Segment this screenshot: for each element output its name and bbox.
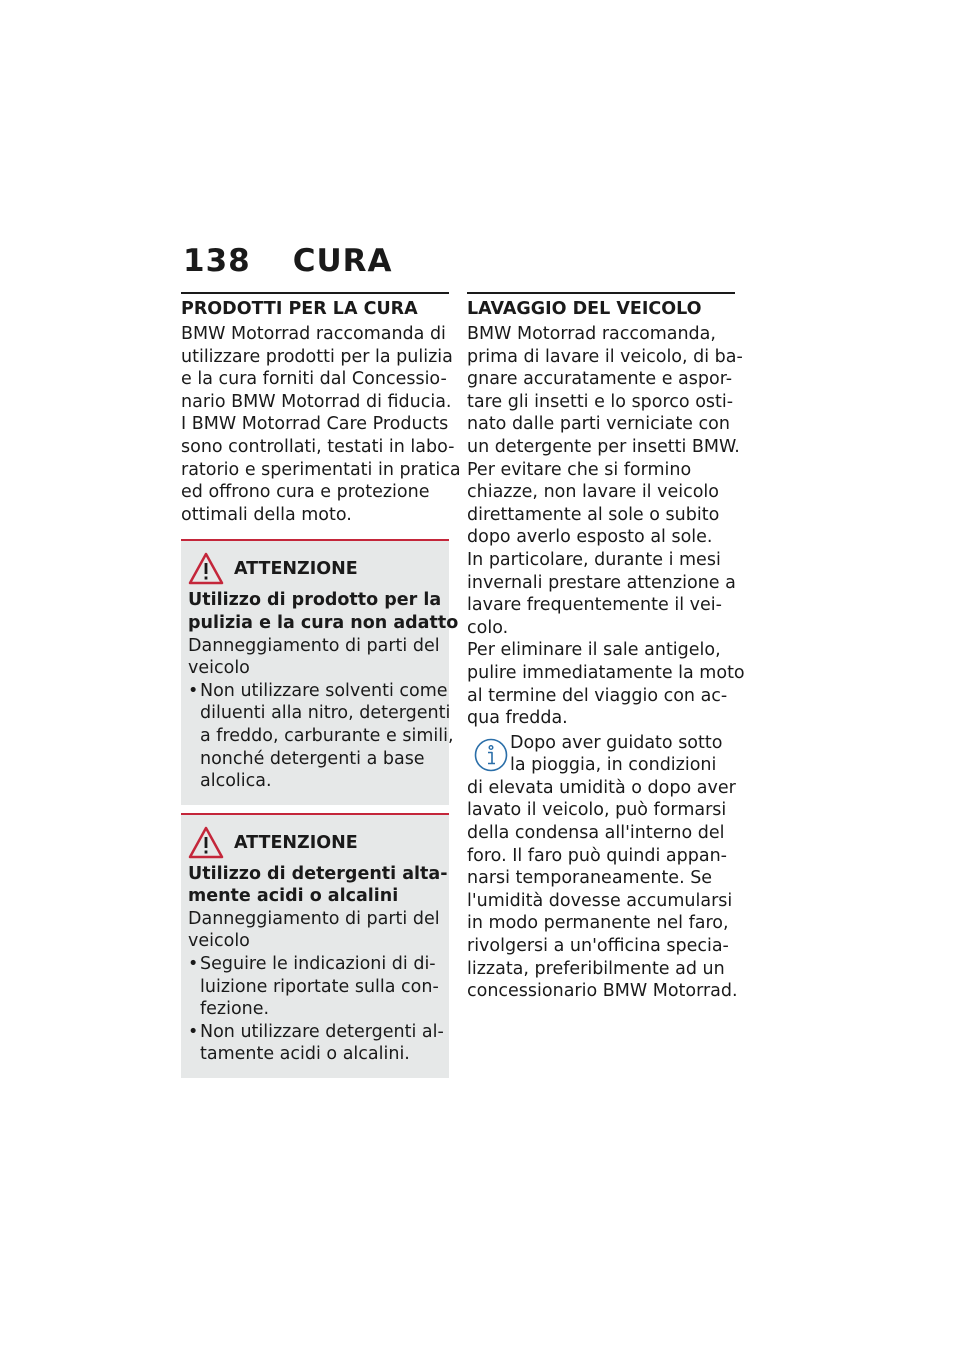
text-line: luizione riportate sulla con- (200, 976, 439, 997)
text-line: invernali prestare attenzione a (467, 572, 736, 593)
text-line: lavato il veicolo, può formarsi (467, 800, 727, 821)
text-line: prima di lavare il veicolo, di ba- (467, 346, 743, 367)
text-line: lizzata, preferibilmente ad un (467, 958, 725, 979)
section-heading-vehicle-washing: LAVAGGIO DEL VEICOLO (467, 292, 735, 319)
page-number: 138 (183, 243, 251, 279)
warning-subtitle (188, 589, 459, 634)
list-item (188, 680, 454, 793)
text-line: ed offrono cura e protezione (181, 482, 430, 503)
list-item (188, 953, 441, 1021)
text-line: veicolo (188, 658, 250, 679)
text-line: lavare frequentemente il vei- (467, 595, 722, 616)
warning-triangle-icon (188, 552, 224, 586)
vehicle-washing-text (467, 323, 745, 730)
text-line: dopo averlo esposto al sole. (467, 527, 713, 548)
text-line: di elevata umidità o dopo aver (467, 777, 736, 798)
warning-header (188, 825, 441, 861)
text-line: ottimali della moto. (181, 504, 352, 525)
text-line: Per evitare che si formino (467, 459, 692, 480)
text-line: BMW Motorrad raccomanda di (181, 324, 446, 344)
text-line: BMW Motorrad raccomanda, (467, 324, 716, 344)
text-line: Per eliminare il sale antigelo, (467, 640, 721, 661)
text-line: fezione. (200, 999, 270, 1020)
text-line: Utilizzo di prodotto per la (188, 590, 442, 611)
warning-title: ATTENZIONE (234, 559, 358, 580)
text-line: narsi temporaneamente. Se (467, 868, 713, 889)
text-line: della condensa all'interno del (467, 823, 725, 844)
warning-header (188, 551, 441, 587)
text-line: Danneggiamento di parti del (188, 635, 440, 656)
info-icon (474, 738, 508, 772)
text-line: utilizzare prodotti per la pulizia (181, 346, 453, 367)
text-line: chiazze, non lavare il veicolo (467, 482, 719, 503)
text-line: a freddo, carburante e simili, (200, 725, 454, 746)
text-line: nario BMW Motorrad di fiducia. (181, 391, 452, 412)
warning-list (188, 680, 454, 793)
warning-subtitle (188, 863, 448, 908)
text-line: alcolica. (200, 771, 272, 792)
chapter-title: CURA (292, 243, 393, 279)
text-line: pulire immediatamente la moto (467, 662, 745, 683)
text-line: mente acidi o alcalini (188, 886, 399, 907)
text-line: sono controllati, testati in labo- (181, 436, 455, 457)
text-line: rivolgersi a un'officina specia- (467, 936, 729, 957)
text-line: in modo permanente nel faro, (467, 913, 729, 934)
warning-description (188, 908, 441, 953)
text-line: tare gli insetti e lo sporco osti- (467, 391, 734, 412)
text-line: veicolo (188, 931, 250, 952)
text-line: l'umidità dovesse accumularsi (467, 890, 733, 911)
text-line: Dopo aver guidato sotto (510, 732, 723, 753)
warning-list (188, 953, 444, 1066)
text-line: un detergente per insetti BMW. (467, 436, 740, 457)
text-line: foro. Il faro può quindi appan- (467, 845, 727, 866)
list-item (188, 1021, 444, 1066)
section-heading-care-products: PRODOTTI PER LA CURA (181, 292, 449, 319)
text-line: I BMW Motorrad Care Products (181, 414, 449, 435)
page-header (183, 243, 393, 279)
text-line: • Non utilizzare solventi come (200, 680, 448, 701)
left-column (181, 292, 461, 1078)
text-line: nato dalle parti verniciate con (467, 414, 730, 435)
warning-description (188, 635, 441, 680)
text-line: concessionario BMW Motorrad. (467, 981, 738, 1002)
warning-box-unsuitable-products (181, 539, 459, 804)
text-line: tamente acidi o alcalini. (200, 1044, 410, 1065)
text-line: Danneggiamento di parti del (188, 908, 440, 929)
warning-box-acid-alkaline (181, 813, 449, 1078)
info-note (467, 732, 738, 1003)
text-line: direttamente al sole o subito (467, 504, 720, 525)
right-column (467, 292, 745, 1003)
text-line: pulizia e la cura non adatto (188, 612, 459, 633)
text-line: e la cura forniti dal Concessio- (181, 369, 447, 390)
text-line: ratorio e sperimentati in pratica (181, 459, 461, 480)
text-line: diluenti alla nitro, detergenti (200, 703, 451, 724)
care-products-text (181, 323, 461, 526)
text-line: In particolare, durante i mesi (467, 549, 721, 570)
text-line: al termine del viaggio con ac- (467, 685, 728, 706)
text-line: • Seguire le indicazioni di di- (200, 954, 436, 975)
text-line: Utilizzo di detergenti alta- (188, 863, 448, 884)
text-line: colo. (467, 617, 509, 638)
text-line: qua fredda. (467, 708, 568, 729)
warning-title: ATTENZIONE (234, 832, 358, 853)
warning-triangle-icon (188, 826, 224, 860)
text-line: gnare accuratamente e aspor- (467, 369, 733, 390)
text-line: nonché detergenti a base (200, 748, 425, 769)
info-note-text (467, 732, 738, 1003)
text-line: • Non utilizzare detergenti al- (200, 1021, 444, 1042)
text-line: la pioggia, in condizioni (510, 755, 717, 776)
